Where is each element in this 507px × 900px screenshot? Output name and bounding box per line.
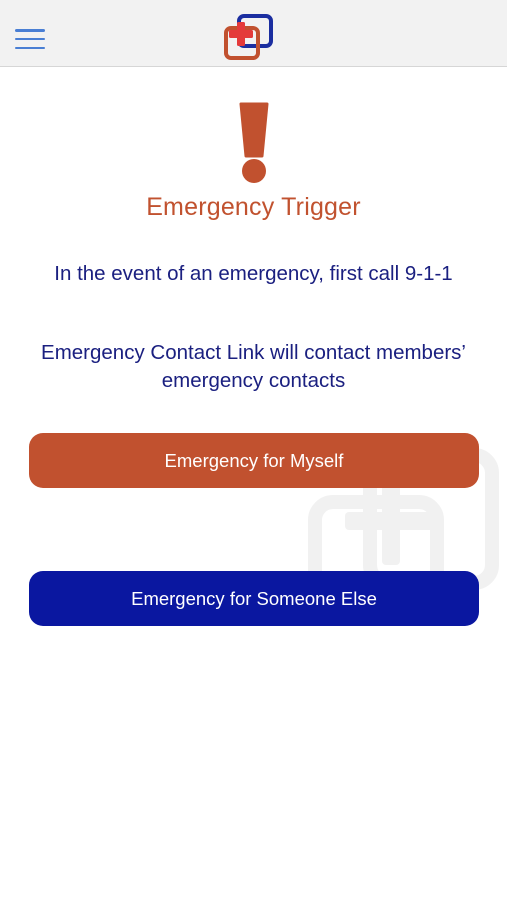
instruction-text: In the event of an emergency, first call 9-1-1 (54, 262, 453, 285)
emergency-myself-button[interactable]: Emergency for Myself (29, 433, 479, 488)
emergency-contact-link-logo (222, 12, 276, 60)
hamburger-menu-icon[interactable] (14, 27, 46, 51)
emergency-someone-else-button[interactable]: Emergency for Someone Else (29, 571, 479, 626)
info-text: Emergency Contact Link will contact members’ emergency contacts (41, 341, 466, 392)
exclamation-icon (231, 100, 277, 186)
app-header (0, 0, 507, 67)
page-title: Emergency Trigger (146, 193, 361, 221)
